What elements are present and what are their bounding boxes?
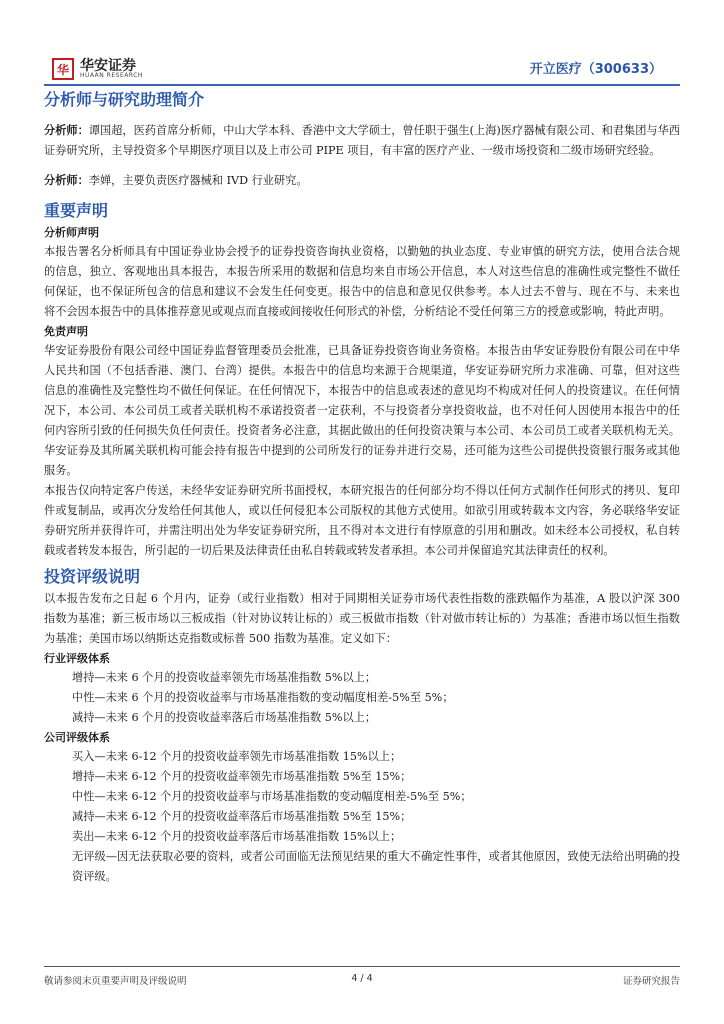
company-rating-item: 买入—未来 6-12 个月的投资收益率领先市场基准指数 15%以上； bbox=[72, 750, 402, 763]
document-body bbox=[44, 88, 680, 887]
company-rating-item: 增持—未来 6-12 个月的投资收益率领先市场基准指数 5%至 15%； bbox=[72, 770, 412, 783]
analyst-statement-text: 本报告署名分析师具有中国证券业协会授予的证券投资咨询执业资格，以勤勉的执业态度、专业审慎的研究方法，使用合法合规的信息，独立、客观地出具本报告，本报告所采用的数据和信息均来自市场公开信息，本人对这些信息的准确性或完整性不做任何保证，也不保证所包含的信息和建议不会发生任何变更。报告中的信息和意见仅供参考。本人过去不曾与、现在不与、未来也将不会因本报告中的具体推荐意见或观点而直接或间接收任何形式的补偿，分析结论不受任何第三方的授意或影响，特此声明。 bbox=[44, 245, 680, 318]
footer-report-type: 证券研究报告 bbox=[622, 976, 680, 987]
exemption-title: 免责声明 bbox=[44, 325, 88, 338]
analyst-1-text: 谭国超，医药首席分析师，中山大学本科、香港中文大学硕士，曾任职于强生(上海)医疗器械有限公司、和君集团与华西证券研究所，主导投资多个早期医疗项目以及上市公司 PIPE 项目，有丰富的医疗产业、一级市场投资和二级市场研究经验。 bbox=[44, 124, 680, 157]
footer-note: 敬请参阅末页重要声明及评级说明 bbox=[44, 976, 187, 987]
logo-en: HUAAN RESEARCH bbox=[80, 72, 143, 79]
logo-mark-icon: 华 bbox=[52, 58, 74, 80]
huaan-logo bbox=[52, 58, 143, 80]
company-name: 开立医疗（300633） bbox=[529, 62, 662, 77]
industry-rating-item: 减持—未来 6 个月的投资收益率落后市场基准指数 5%以上； bbox=[72, 711, 377, 724]
company-rating-item: 减持—未来 6-12 个月的投资收益率落后市场基准指数 5%至 15%； bbox=[72, 810, 412, 823]
analyst-2-label: 分析师： bbox=[44, 173, 89, 187]
logo-cn: 华安证券 bbox=[80, 58, 136, 74]
page-number: 4 / 4 bbox=[351, 973, 373, 984]
company-rating-item: 卖出—未来 6-12 个月的投资收益率落后市场基准指数 15%以上； bbox=[72, 830, 402, 843]
rating-title: 投资评级说明 bbox=[44, 567, 141, 586]
analyst-1 bbox=[44, 120, 680, 161]
logo-text bbox=[80, 59, 143, 79]
analyst-2-text: 李婵，主要负责医疗器械和 IVD 行业研究。 bbox=[88, 174, 308, 187]
company-rating-title: 公司评级体系 bbox=[44, 731, 110, 744]
exemption-text-1: 华安证券股份有限公司经中国证券监督管理委员会批准，已具备证券投资咨询业务资格。本报告由华安证券股份有限公司在中华人民共和国（不包括香港、澳门、台湾）提供。本报告中的信息均来源于合规渠道，华安证券研究所力求准确、可靠，但对这些信息的准确性及完整性均不做任何保证。在任何情况下，本报告中的信息或表述的意见均不构成对任何人的投资建议。在任何情况下，本公司、本公司员工或者关联机构不承诺投资者一定获利，不与投资者分享投资收益，也不对任何人因使用本报告中的任何内容所引致的任何损失负任何责任。投资者务必注意，其据此做出的任何投资决策与本公司、本公司员工或者关联机构无关。华安证券及其所属关联机构可能会持有报告中提到的公司所发行的证券并进行交易，还可能为这些公司提供投资银行服务或其他服务。 bbox=[44, 344, 680, 477]
analysts-title: 分析师与研究助理简介 bbox=[44, 90, 205, 109]
industry-rating-item: 中性—未来 6 个月的投资收益率与市场基准指数的变动幅度相差-5%至 5%； bbox=[72, 691, 454, 704]
company-rating-item: 无评级—因无法获取必要的资料，或者公司面临无法预见结果的重大不确定性事件，或者其他原因，致使无法给出明确的投资评级。 bbox=[72, 850, 680, 883]
analyst-statement-title: 分析师声明 bbox=[44, 226, 99, 239]
rating-intro: 以本报告发布之日起 6 个月内，证券（或行业指数）相对于同期相关证券市场代表性指数的涨跌幅作为基准，A 股以沪深 300 指数为基准；新三板市场以三板成指（针对协议转让标的）或三板做市指数（针对做市转让标的）为基准；香港市场以恒生指数为基准；美国市场以纳斯达克指数或标普 500 指数为基准。定义如下： bbox=[44, 592, 680, 645]
analyst-2 bbox=[44, 170, 680, 191]
industry-rating-title: 行业评级体系 bbox=[44, 652, 110, 665]
company-rating-item: 中性—未来 6-12 个月的投资收益率与市场基准指数的变动幅度相差-5%至 5%； bbox=[72, 790, 472, 803]
industry-rating-item: 增持—未来 6 个月的投资收益率领先市场基准指数 5%以上； bbox=[72, 671, 377, 684]
disclaimer-title: 重要声明 bbox=[44, 201, 109, 220]
page-footer bbox=[44, 966, 680, 987]
exemption-text-2: 本报告仅向特定客户传送，未经华安证券研究所书面授权，本研究报告的任何部分均不得以任何方式制作任何形式的拷贝、复印件或复制品，或再次分发给任何其他人，或以任何侵犯本公司版权的其他方式使用。如欲引用或转载本文内容，务必联络华安证券研究所并获得许可，并需注明出处为华安证券研究所，且不得对本文进行有悖原意的引用和删改。如未经本公司授权，私自转载或者转发本报告，所引起的一切后果及法律责任由私自转载或转发者承担。本公司并保留追究其法律责任的权利。 bbox=[44, 484, 680, 557]
page-header bbox=[44, 52, 680, 86]
analyst-1-label: 分析师： bbox=[44, 123, 89, 137]
